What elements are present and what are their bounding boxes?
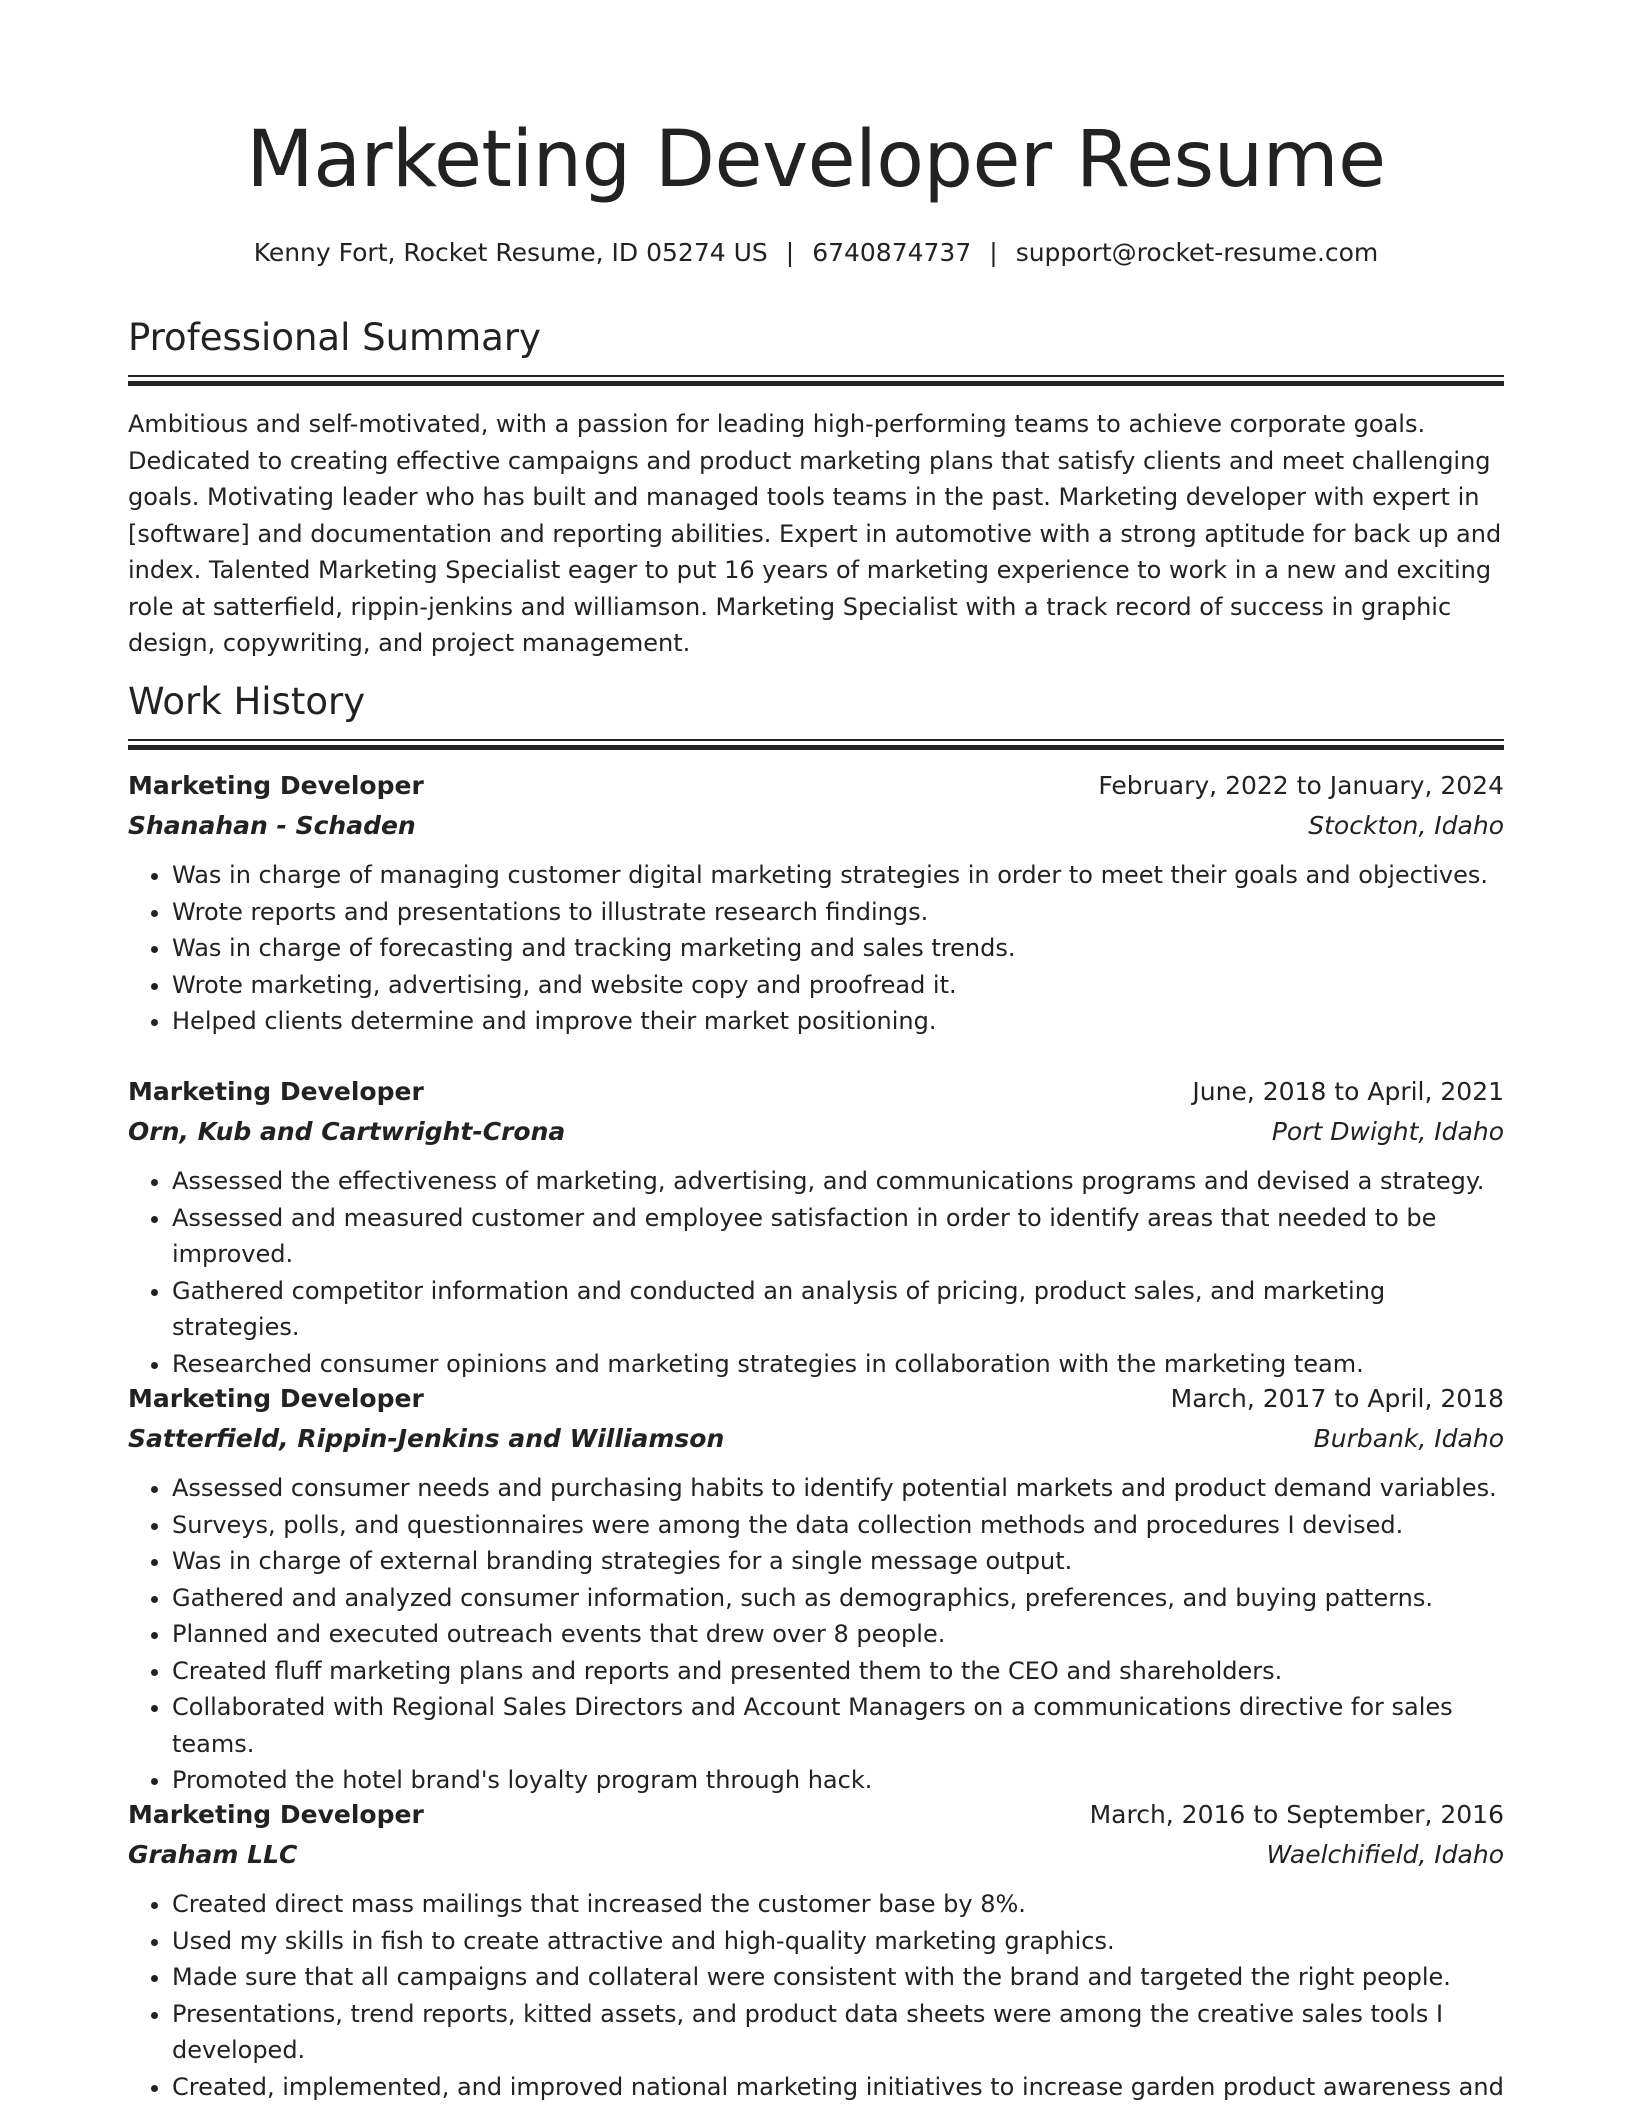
job-location: Waelchifield, Idaho	[1266, 1840, 1504, 1869]
list-item: • Helped clients determine and improve their market positioning.	[172, 1003, 1504, 1040]
job-title: Marketing Developer	[128, 771, 424, 800]
list-item: • Researched consumer opinions and marketing strategies in collaboration with the marketing team.	[172, 1346, 1504, 1383]
contact-separator: |	[785, 238, 795, 267]
section-heading-work: Work History	[128, 680, 366, 723]
job-dates: March, 2017 to April, 2018	[1170, 1384, 1504, 1413]
list-item: • Created, implemented, and improved national marketing initiatives to increase garden product awareness and	[172, 2069, 1504, 2106]
job-dates: February, 2022 to January, 2024	[1098, 771, 1504, 800]
section-heading-summary: Professional Summary	[128, 316, 541, 359]
job-bullets	[128, 857, 1504, 1040]
contact-line	[128, 238, 1504, 268]
list-item: • Used my skills in fish to create attractive and high-quality marketing graphics.	[172, 1923, 1504, 1960]
list-item: • Planned and executed outreach events that drew over 8 people.	[172, 1616, 1504, 1653]
contact-address: Kenny Fort, Rocket Resume, ID 05274 US	[253, 238, 768, 267]
list-item: • Collaborated with Regional Sales Directors and Account Managers on a communications directive for sales teams.	[172, 1689, 1504, 1762]
list-item: • Wrote marketing, advertising, and website copy and proofread it.	[172, 967, 1504, 1004]
job-entry	[128, 1379, 1504, 1799]
section-divider	[128, 739, 1504, 751]
job-company: Graham LLC	[128, 1840, 298, 1869]
resume-title: Marketing Developer Resume	[246, 115, 1386, 205]
job-location: Burbank, Idaho	[1313, 1424, 1504, 1453]
list-item: • Was in charge of managing customer digital marketing strategies in order to meet their goals and objectives.	[172, 857, 1504, 894]
list-item: • Presentations, trend reports, kitted assets, and product data sheets were among the creative sales tools I developed.	[172, 1996, 1504, 2069]
job-dates: June, 2018 to April, 2021	[1192, 1077, 1504, 1106]
professional-summary: Ambitious and self-motivated, with a passion for leading high-performing teams to achieve corporate goals. Dedicated to creating effective campaigns and product marketing plans that satisfy clients and meet challenging goals. Motivating leader who has built and managed tools teams in the past. Marketing developer with expert in [software] and documentation and reporting abilities. Expert in automotive with a strong aptitude for back up and index. Talented Marketing Specialist eager to put 16 years of marketing experience to work in a new and exciting role at satterfield, rippin-jenkins and williamson. Marketing Specialist with a track record of success in graphic design, copywriting, and project management.	[128, 410, 1502, 657]
job-location: Stockton, Idaho	[1308, 811, 1504, 840]
list-item: • Promoted the hotel brand's loyalty program through hack.	[172, 1762, 1504, 1799]
list-item: • Made sure that all campaigns and collateral were consistent with the brand and targeted the right people.	[172, 1959, 1504, 1996]
contact-email: support@rocket-resume.com	[1015, 238, 1379, 267]
job-bullets	[128, 1886, 1504, 2105]
job-bullets	[128, 1470, 1504, 1799]
job-company: Satterfield, Rippin-Jenkins and Williamson	[128, 1424, 725, 1453]
job-location: Port Dwight, Idaho	[1271, 1117, 1504, 1146]
list-item: • Assessed consumer needs and purchasing habits to identify potential markets and product demand variables.	[172, 1470, 1504, 1507]
section-divider	[128, 375, 1504, 387]
job-title: Marketing Developer	[128, 1800, 424, 1829]
list-item: • Surveys, polls, and questionnaires were among the data collection methods and procedures I devised.	[172, 1507, 1504, 1544]
job-entry	[128, 1795, 1504, 2105]
list-item: • Was in charge of external branding strategies for a single message output.	[172, 1543, 1504, 1580]
job-entry	[128, 766, 1504, 1040]
list-item: • Wrote reports and presentations to illustrate research findings.	[172, 894, 1504, 931]
job-company: Orn, Kub and Cartwright-Crona	[128, 1117, 566, 1146]
list-item: • Gathered and analyzed consumer information, such as demographics, preferences, and buying patterns.	[172, 1580, 1504, 1617]
list-item: • Assessed the effectiveness of marketing, advertising, and communications programs and devised a strategy.	[172, 1163, 1504, 1200]
job-title: Marketing Developer	[128, 1384, 424, 1413]
job-bullets	[128, 1163, 1504, 1382]
job-company: Shanahan - Schaden	[128, 811, 416, 840]
job-title: Marketing Developer	[128, 1077, 424, 1106]
job-dates: March, 2016 to September, 2016	[1089, 1800, 1504, 1829]
list-item: • Was in charge of forecasting and tracking marketing and sales trends.	[172, 930, 1504, 967]
list-item: • Assessed and measured customer and employee satisfaction in order to identify areas that needed to be improved.	[172, 1200, 1504, 1273]
list-item: • Created fluff marketing plans and reports and presented them to the CEO and shareholders.	[172, 1653, 1504, 1690]
contact-phone: 6740874737	[812, 238, 972, 267]
list-item: • Gathered competitor information and conducted an analysis of pricing, product sales, and marketing strategies.	[172, 1273, 1504, 1346]
contact-separator: |	[989, 238, 998, 267]
list-item: • Created direct mass mailings that increased the customer base by 8%.	[172, 1886, 1504, 1923]
job-entry	[128, 1072, 1504, 1382]
